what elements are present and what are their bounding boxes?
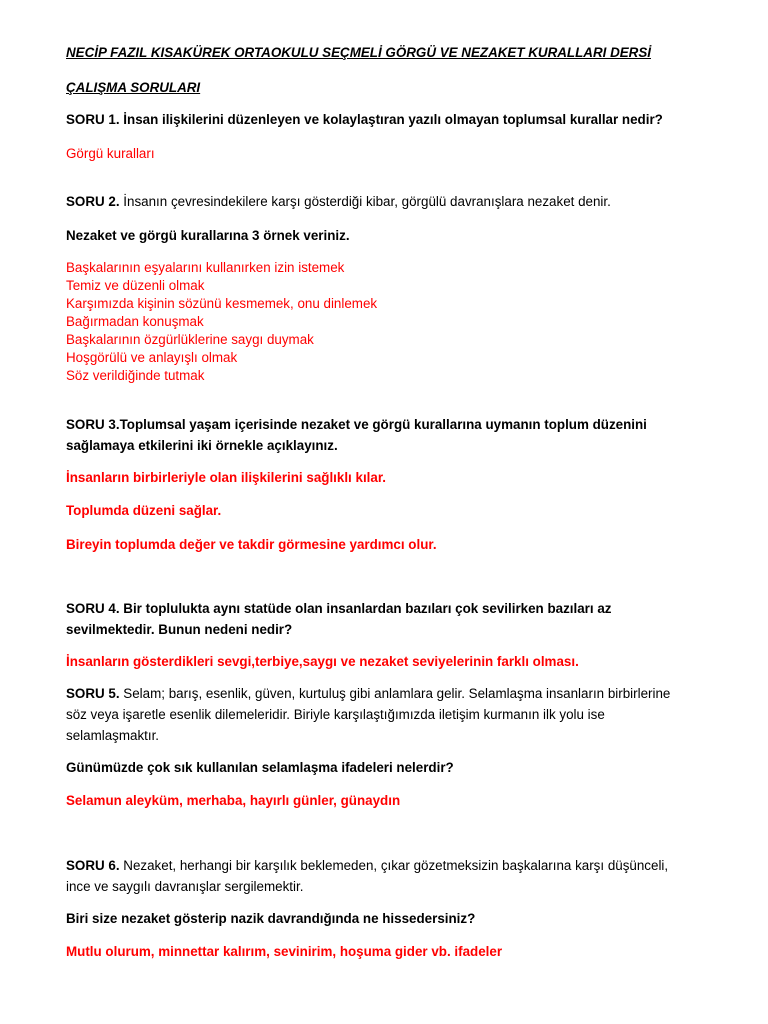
question-5-label: SORU 5.	[66, 686, 120, 701]
question-1-label: SORU 1.	[66, 112, 120, 127]
answer-3-item: Toplumda düzeni sağlar.	[66, 503, 222, 518]
answer-2-item: Bağırmadan konuşmak	[66, 314, 204, 329]
question-6-line-1	[66, 857, 728, 875]
answer-4: İnsanların gösterdikleri sevgi,terbiye,saygı ve nezaket seviyelerinin farklı olması.	[66, 654, 579, 669]
question-6-line-2: ince ve saygılı davranışlar sergilemektir.	[66, 879, 304, 894]
question-4-line-1: SORU 4. Bir toplulukta aynı statüde olan insanlardan bazıları çok sevilirken bazıları az	[66, 601, 612, 616]
question-1-text: İnsan ilişkilerini düzenleyen ve kolaylaştıran yazılı olmayan toplumsal kurallar nedir?	[119, 112, 663, 127]
question-1	[66, 111, 728, 129]
question-6-prompt: Biri size nezaket gösterip nazik davrandığında ne hissedersiniz?	[66, 911, 476, 926]
question-2-label: SORU 2.	[66, 194, 120, 209]
question-5-line-2: söz veya işaretle esenlik dilemeleridir. Biriyle karşılaştığımızda iletişim kurmanın ilk yolu ise	[66, 707, 605, 722]
answer-2-item: Başkalarının eşyalarını kullanırken izin istemek	[66, 260, 345, 275]
question-2-text: İnsanın çevresindekilere karşı gösterdiği kibar, görgülü davranışlara nezaket denir.	[119, 194, 611, 209]
document-title: NECİP FAZIL KISAKÜREK ORTAOKULU SEÇMELİ GÖRGÜ VE NEZAKET KURALLARI DERSİ	[66, 45, 651, 60]
answer-2-item: Karşımızda kişinin sözünü kesmemek, onu dinlemek	[66, 296, 378, 311]
question-3-line-1: SORU 3.Toplumsal yaşam içerisinde nezaket ve görgü kurallarına uymanın toplum düzenini	[66, 417, 647, 432]
answer-6: Mutlu olurum, minnettar kalırım, sevinirim, hoşuma gider vb. ifadeler	[66, 944, 503, 959]
answer-2-item: Hoşgörülü ve anlayışlı olmak	[66, 350, 238, 365]
question-5-prompt: Günümüzde çok sık kullanılan selamlaşma ifadeleri nelerdir?	[66, 760, 454, 775]
question-6-label: SORU 6.	[66, 858, 120, 873]
answer-2-item: Temiz ve düzenli olmak	[66, 278, 205, 293]
question-5-text: Selam; barış, esenlik, güven, kurtuluş gibi anlamlara gelir. Selamlaşma insanların birbirlerine	[119, 686, 671, 701]
question-5-line-3: selamlaşmaktır.	[66, 728, 160, 743]
answer-3-item: Bireyin toplumda değer ve takdir görmesine yardımcı olur.	[66, 537, 437, 552]
question-4-line-2: sevilmektedir. Bunun nedeni nedir?	[66, 622, 293, 637]
question-2-prompt: Nezaket ve görgü kurallarına 3 örnek veriniz.	[66, 228, 350, 243]
answer-2-item: Söz verildiğinde tutmak	[66, 368, 205, 383]
answer-2-item: Başkalarının özgürlüklerine saygı duymak	[66, 332, 314, 347]
question-2	[66, 193, 728, 211]
question-6-text: Nezaket, herhangi bir karşılık beklemeden, çıkar gözetmeksizin başkalarına karşı düşünceli,	[119, 858, 669, 873]
question-3-line-2: sağlamaya etkilerini iki örnekle açıklayınız.	[66, 438, 338, 453]
answer-1: Görgü kuralları	[66, 146, 155, 161]
answer-5: Selamun aleyküm, merhaba, hayırlı günler, günaydın	[66, 793, 401, 808]
question-5-line-1	[66, 685, 728, 703]
answer-3-item: İnsanların birbirleriyle olan ilişkilerini sağlıklı kılar.	[66, 470, 387, 485]
document-subtitle: ÇALIŞMA SORULARI	[66, 80, 201, 95]
